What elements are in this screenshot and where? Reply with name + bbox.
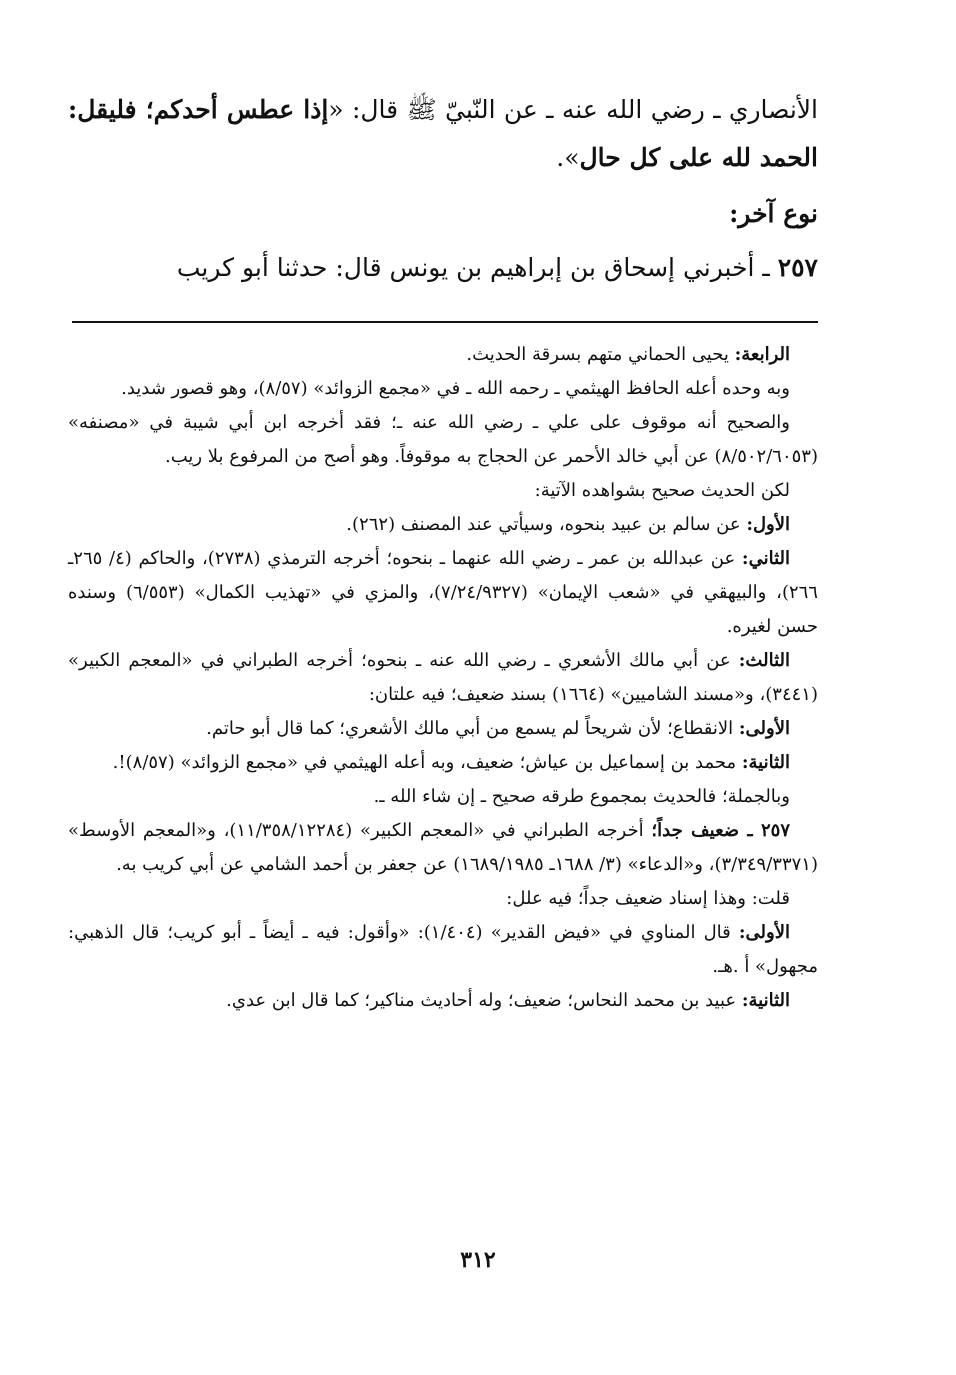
footnote-line: قلت: وهذا إسناد ضعيف جداً؛ فيه علل: — [506, 888, 790, 909]
quote-close: ». — [556, 143, 580, 172]
footnote-label: الأولى: — [738, 922, 790, 943]
hadith-entry — [68, 244, 818, 292]
hadith-chain: ـ أخبرني إسحاق بن إبراهيم بن يونس قال: حدثنا أبو كريب — [176, 253, 770, 282]
footnote-label: الثانية: — [741, 990, 790, 1011]
footnote-line: وبالجملة؛ فالحديث بمجموع طرقه صحيح ـ إن شاء الله ـ. — [373, 786, 790, 807]
footnote-line — [68, 814, 818, 882]
footnote-line — [68, 508, 818, 542]
footnote-line — [68, 916, 818, 984]
section-heading: نوع آخر: — [729, 199, 818, 228]
footnote-line: وبه وحده أعله الحافظ الهيثمي ـ رحمه الله ـ في «مجمع الزوائد» (٨/٥٧)، وهو قصور شديد. — [121, 378, 790, 399]
footnote-label: الثانية: — [741, 752, 790, 773]
footnote-text: عن أبي مالك الأشعري ـ رضي الله عنه ـ بنحوه؛ أخرجه الطبراني في «المعجم الكبير» (٣٤٤١)، و«مسند الشاميين» (١٦٦٤) بسند ضعيف؛ فيه علتان: — [68, 650, 818, 705]
footnote-text: عن سالم بن عبيد بنحوه، وسيأتي عند المصنف (٢٦٢). — [346, 514, 747, 535]
footnote-divider — [72, 321, 818, 323]
footnote-text: عبيد بن محمد النحاس؛ ضعيف؛ وله أحاديث مناكير؛ كما قال ابن عدي. — [226, 990, 742, 1011]
footnote-label: ٢٥٧ ـ ضعيف جداً؛ — [651, 820, 790, 841]
footnote-line — [68, 338, 818, 372]
footnote-text: عن عبدالله بن عمر ـ رضي الله عنهما ـ بنحوه؛ أخرجه الترمذي (٢٧٣٨)، والحاكم (٤/ ٢٦٥ـ ٢٦٦)، والبيهقي في «شعب الإيمان» (٧/٢٤/٩٣٢٧)، والمزي في «تهذيب الكمال» (٦/٥٥٣) وسنده حسن لغيره. — [68, 548, 818, 637]
footnote-line: لكن الحديث صحيح بشواهده الآتية: — [534, 480, 790, 501]
hadith-quote: إذا عطس أحدكم؛ فليقل: الحمد لله على كل حال — [68, 95, 818, 172]
footnote-label: الثاني: — [741, 548, 790, 569]
footnote-label: الرابعة: — [734, 344, 790, 365]
footnote-label: الأولى: — [738, 718, 790, 739]
footnotes — [68, 338, 818, 1018]
footnote-line — [68, 542, 818, 644]
footnote-line: والصحيح أنه موقوف على علي ـ رضي الله عنه ـ؛ فقد أخرجه ابن أبي شيبة في «مصنفه» (٨/٥٠٢/٦٠٥٣) عن أبي خالد الأحمر عن الحجاج به موقوفاً. وهو أصح من المرفوع بلا ريب. — [68, 412, 818, 467]
footnote-text: أخرجه الطبراني في «المعجم الكبير» (١١/٣٥٨/١٢٢٨٤)، و«المعجم الأوسط» (٣/٣٤٩/٣٣٧١)، و«الدعاء» (٣/ ١٦٨٨ـ ١٦٨٩/١٩٨٥) عن جعفر بن أحمد الشامي عن أبي كريب به. — [68, 820, 818, 875]
footnote-line — [68, 712, 818, 746]
footnote-text: قال المناوي في «فيض القدير» (١/٤٠٤): «وأقول: فيه ـ أيضاً ـ أبو كريب؛ قال الذهبي: مجهول» أ .هـ. — [68, 922, 818, 977]
footnote-label: الثالث: — [738, 650, 790, 671]
footnote-line — [68, 746, 818, 780]
footnote-label: الأول: — [746, 514, 790, 535]
footnote-line — [68, 984, 818, 1018]
paragraph-lead: الأنصاري ـ رضي الله عنه ـ عن النّبيّ ﷺ قال: « — [328, 95, 818, 124]
footnote-line — [68, 644, 818, 712]
footnote-text: محمد بن إسماعيل بن عياش؛ ضعيف، وبه أعله الهيثمي في «مجمع الزوائد» (٨/٥٧)!. — [112, 752, 742, 773]
main-text — [68, 86, 818, 292]
hadith-number: ٢٥٧ — [777, 253, 818, 282]
footnote-text: الانقطاع؛ لأن شريحاً لم يسمع من أبي مالك الأشعري؛ كما قال أبو حاتم. — [206, 718, 739, 739]
page-number: ٣١٢ — [460, 1247, 496, 1273]
main-paragraph — [68, 86, 818, 182]
footnote-text: يحيى الحماني متهم بسرقة الحديث. — [466, 344, 735, 365]
